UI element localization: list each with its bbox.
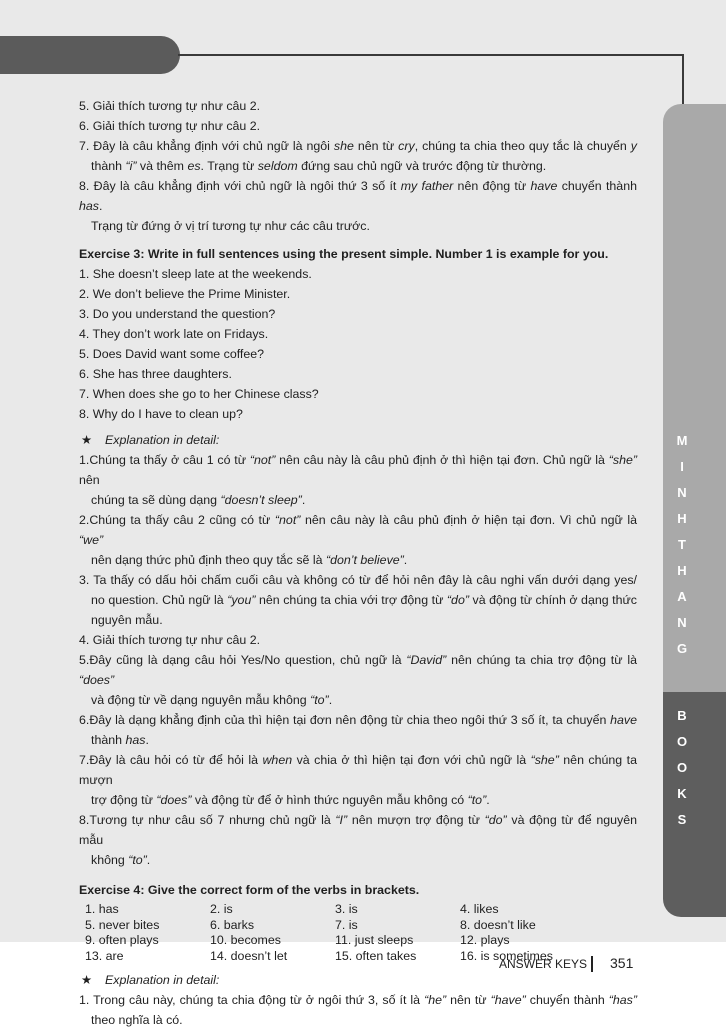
exercise-4-heading: Exercise 4: Give the correct form of the verbs in brackets. [79,883,420,897]
list-item: 3. Do you understand the question? [79,307,276,321]
exercise-3-answers [79,264,637,424]
answer-cell: 11. just sleeps [335,933,414,947]
exercise-4-explanation-label: ★ Explanation in detail: [79,970,637,990]
list-item: 1. She doesn’t sleep late at the weekends. [79,267,312,281]
explanation-2: 2.Chúng ta thấy câu 2 cũng có từ “not” nên câu này là câu phủ định ở hiện tại đơn. Vì chủ ngữ là “we” nên dạng thức phủ định theo quy tắc sẽ là “don’t believe”. [79,513,638,567]
explanation-1: 1.Chúng ta thấy ở câu 1 có từ “not” nên câu này là câu phủ định ở thì hiện tại đơn. Chủ ngữ là “she” nên chúng ta sẽ dùng dạng “doesn’t sleep”. [79,453,637,507]
sidebar-publisher-panel [663,104,726,692]
list-item: 4. They don’t work late on Fridays. [79,327,269,341]
sidebar-books-label: B O O K S [676,708,688,827]
answer-cell: 4. likes [460,902,499,916]
header-tab [0,36,180,74]
explanation-4: 4. Giải thích tương tự như câu 2. [79,633,261,647]
header-rule-drop [682,54,684,104]
answer-cell: 9. often plays [85,933,159,947]
prev-answer-8: 8. Đây là câu khẳng định với chủ ngữ là ngôi thứ 3 số ít my father nên động từ have chuyển thành has. Trạng từ đứng ở vị trí tương tự như các câu trước. [79,179,637,233]
answer-cell: 7. is [335,917,358,932]
page-number: 351 [610,955,634,971]
page-content [79,96,637,1030]
answer-cell: 3. is [335,902,358,916]
explanation-5: 5.Đây cũng là dạng câu hỏi Yes/No question, chủ ngữ là “David” nên chúng ta chia trợ động từ là “does” và động từ về dạng nguyên mẫu không “to”. [79,653,637,707]
exercise-3-heading: Exercise 3: Write in full sentences using the present simple. Number 1 is example for you. [79,247,609,261]
answer-cell: 5. never bites [85,917,160,932]
prev-answer-5: 5. Giải thích tương tự như câu 2. [79,99,261,113]
answer-cell: 15. often takes [335,948,417,963]
answer-cell: 16. is sometimes [460,948,553,963]
explanation-3: 3. Ta thấy có dấu hỏi chấm cuối câu và không có từ để hỏi nên đây là câu nghi vấn dưới dạng yes/ no question. Chủ ngữ là “you” nên chúng ta chia với trợ động từ “do” và động từ chính ở dạng thức nguyên mẫu. [79,573,637,627]
answer-cell: 14. doesn’t let [210,948,288,963]
prev-answer-7: 7. Đây là câu khẳng định với chủ ngữ là ngôi she nên từ cry, chúng ta chia theo quy tắc là chuyển y thành “i” và thêm es. Trạng từ seldom đứng sau chủ ngữ và trước động từ thường. [79,139,637,173]
star-icon: ★ [81,433,93,447]
list-item: 6. She has three daughters. [79,367,232,381]
sidebar-publisher-name: M I N H T H A N G [676,433,688,656]
answer-cell: 10. becomes [210,933,281,947]
explanation-6: 6.Đây là dạng khẳng định của thì hiện tại đơn nên động từ chia theo ngôi thứ 3 số ít, ta chuyển have thành has. [79,713,637,747]
explanation-8: 8.Tương tự như câu số 7 nhưng chủ ngữ là “I” nên mượn trợ động từ “do” và động từ để nguyên mẫu không “to”. [79,813,637,867]
star-icon: ★ [81,973,93,987]
answer-cell: 1. has [85,902,119,916]
answer-cell: 13. are [85,948,124,963]
answer-cell: 6. barks [210,917,255,932]
list-item: 8. Why do I have to clean up? [79,407,243,421]
answer-cell: 12. plays [460,933,510,947]
exercise-4-explanation-1: 1. Trong câu này, chúng ta chia động từ ở ngôi thứ 3, số ít là “he” nên từ “have” chuyển thành “has” theo nghĩa là có. [79,993,637,1027]
explanation-7: 7.Đây là câu hỏi có từ để hỏi là when và chia ở thì hiện tại đơn với chủ ngữ là “she” nên chúng ta mượn trợ động từ “does” và động từ để ở hình thức nguyên mẫu không có “to”. [79,753,637,807]
list-item: 2. We don’t believe the Prime Minister. [79,287,291,301]
footer-divider [591,956,593,972]
answer-cell: 8. doesn’t like [460,917,536,932]
sidebar-books-panel [663,692,726,917]
prev-answer-6: 6. Giải thích tương tự như câu 2. [79,119,261,133]
footer-section-label: ANSWER KEYS [499,957,588,971]
exercise-3-explanation-label: ★ Explanation in detail: [79,430,637,450]
header-rule [178,54,684,56]
answer-cell: 2. is [210,902,233,916]
exercise-4-answers [79,902,637,964]
list-item: 5. Does David want some coffee? [79,347,265,361]
list-item: 7. When does she go to her Chinese class? [79,387,319,401]
